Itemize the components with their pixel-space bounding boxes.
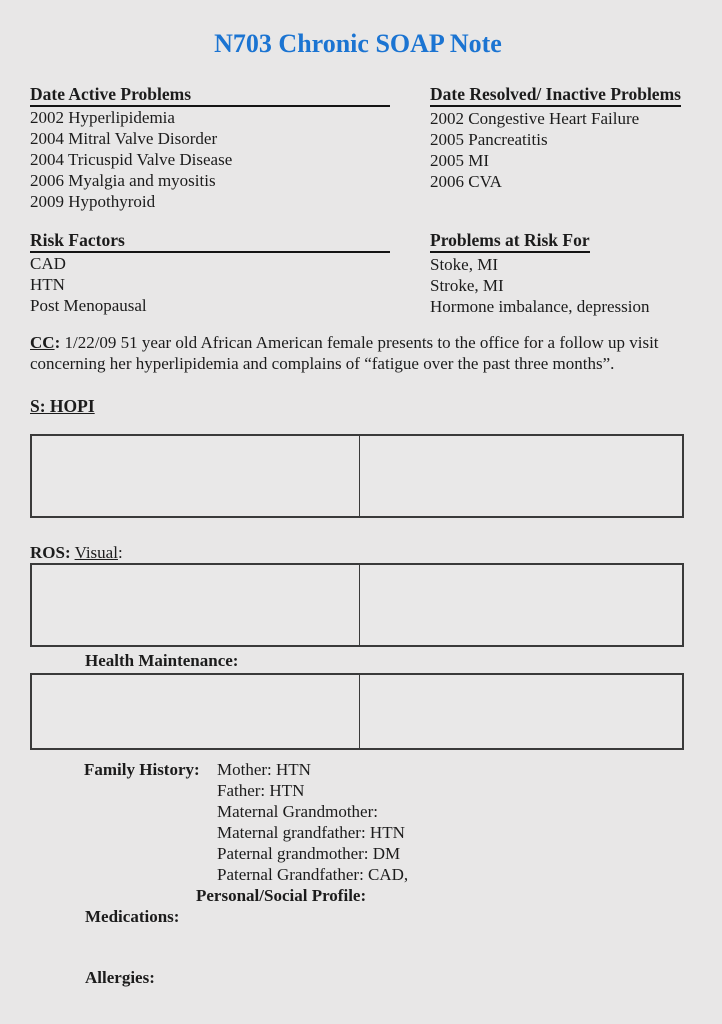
risk-item: Post Menopausal [30,296,147,315]
family-history-item: Paternal Grandfather: CAD, [217,865,409,884]
cc-text: 1/22/09 51 year old African American female presents to the office for a follow up visit concerning her hyperlipidemia and complains of “fatigue over the past three months”. [30,333,659,373]
resolved-problems-header: Date Resolved/ Inactive Problems [430,85,686,108]
problem-item: 2006 CVA [430,172,502,191]
ros-line [30,542,686,563]
problem-item: 2006 Myalgia and myositis [30,171,216,190]
family-history-list [217,759,408,885]
family-history-item: Paternal grandmother: DM [217,844,401,863]
problem-item: 2002 Hyperlipidemia [30,108,175,127]
risk-factors-header: Risk Factors [30,231,390,253]
ros-table [30,563,684,647]
risk-section [30,231,686,317]
resolved-problems-list [430,108,686,192]
problem-item: 2004 Tricuspid Valve Disease [30,150,233,169]
health-maintenance-table-cell-left [32,675,360,748]
health-maintenance-label: Health Maintenance: [85,651,239,670]
ros-visual-label: Visual [74,543,118,562]
hopi-table [30,434,684,518]
personal-social-profile-label: Personal/Social Profile: [196,886,367,905]
problems-at-risk-list [430,254,686,317]
family-history-item: Father: HTN [217,781,305,800]
hopi-table-cell-right [360,436,682,516]
subjective-hopi-heading: S: HOPI [30,396,95,416]
family-history-section [30,759,686,885]
problem-item: 2004 Mitral Valve Disorder [30,129,218,148]
risk-factors-list [30,253,425,316]
risk-item: Hormone imbalance, depression [430,297,650,316]
chief-complaint [30,332,692,374]
problem-item: 2005 MI [430,151,490,170]
health-maintenance-table-cell-right [360,675,682,748]
health-maintenance-table [30,673,684,750]
problem-item: 2002 Congestive Heart Failure [430,109,640,128]
medications-label: Medications: [85,907,180,926]
ros-table-cell-left [32,565,360,645]
cc-label: CC [30,333,55,352]
active-problems-column [30,85,425,212]
active-problems-list [30,107,425,212]
risk-item: CAD [30,254,66,273]
ros-table-cell-right [360,565,682,645]
resolved-problems-column [425,85,686,212]
family-history-item: Maternal Grandmother: [217,802,378,821]
ros-colon: : [117,543,123,562]
ros-label: ROS: [30,543,71,562]
problems-at-risk-header: Problems at Risk For [430,231,686,254]
problems-at-risk-column [425,231,686,317]
risk-item: HTN [30,275,65,294]
family-history-item: Maternal grandfather: HTN [217,823,405,842]
risk-factors-column [30,231,425,317]
family-history-item: Mother: HTN [217,760,311,779]
active-problems-header: Date Active Problems [30,85,390,107]
family-history-label: Family History: [84,760,200,779]
page-title: N703 Chronic SOAP Note [214,29,502,58]
risk-item: Stoke, MI [430,255,498,274]
problem-item: 2005 Pancreatitis [430,130,548,149]
problems-section [30,85,686,212]
problem-item: 2009 Hypothyroid [30,192,156,211]
risk-item: Stroke, MI [430,276,504,295]
allergies-label: Allergies: [85,968,155,987]
hopi-table-cell-left [32,436,360,516]
cc-colon: : [54,333,61,352]
